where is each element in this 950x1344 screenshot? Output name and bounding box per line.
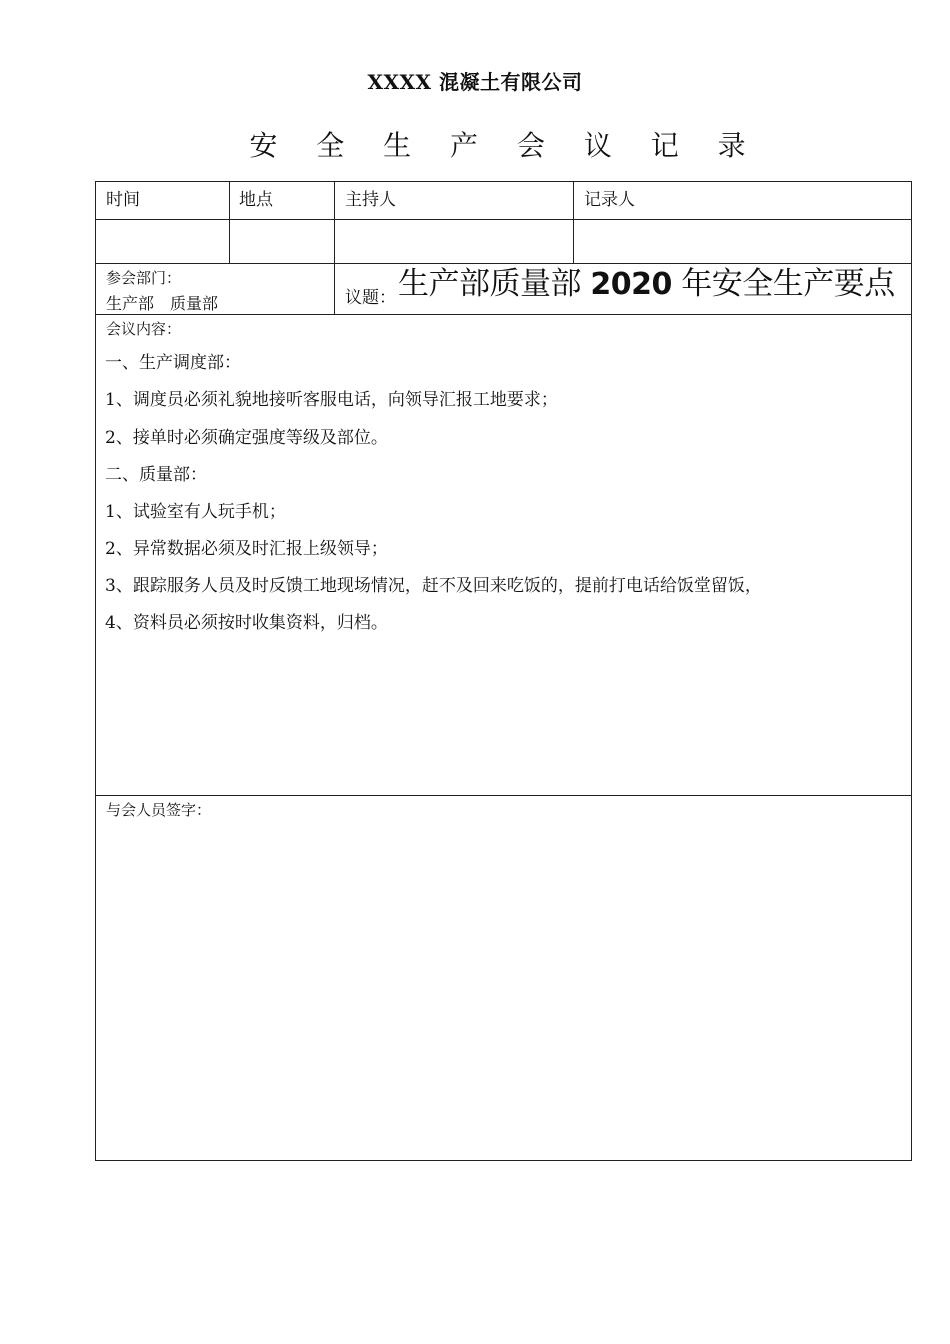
time-value-cell[interactable] (96, 220, 229, 263)
content-line: 一、生产调度部： (105, 353, 241, 373)
content-line: 二、质量部： (105, 465, 207, 485)
table-line-topic (95, 314, 912, 315)
host-value-cell[interactable] (335, 220, 573, 263)
attending-departments-value: 生产部 质量部 (106, 294, 219, 313)
table-line-content (95, 795, 912, 796)
header-time: 时间 (106, 190, 140, 210)
topic-value (398, 258, 895, 303)
content-line: 3、跟踪服务人员及时反馈工地现场情况，赶不及回来吃饭的，提前打电话给饭堂留饭， (105, 576, 762, 596)
header-recorder: 记录人 (584, 190, 635, 210)
topic-label: 议题： (345, 288, 396, 308)
company-name: XXXX 混凝土有限公司 (367, 70, 583, 94)
document-title: 安 全 生 产 会 议 记 录 (249, 129, 761, 162)
content-line: 4、资料员必须按时收集资料，归档。 (105, 613, 388, 633)
place-value-cell[interactable] (230, 220, 334, 263)
topic-text-part2: 年安全生产要点 (671, 266, 895, 302)
topic-year: 2020 (590, 267, 672, 302)
table-border-top (95, 181, 912, 182)
meeting-content-label: 会议内容： (106, 320, 182, 338)
table-border-right (911, 181, 912, 1161)
signature-area[interactable] (96, 822, 911, 1159)
content-line: 1、调度员必须礼貌地接听客服电话，向领导汇报工地要求； (105, 390, 558, 410)
content-line: 1、试验室有人玩手机； (105, 502, 286, 522)
table-border-bottom (95, 1160, 912, 1161)
recorder-value-cell[interactable] (574, 220, 911, 263)
attending-departments-label: 参会部门： (106, 269, 182, 287)
signature-label: 与会人员签字： (106, 801, 212, 819)
content-line: 2、异常数据必须及时汇报上级领导； (105, 539, 388, 559)
content-line: 2、接单时必须确定强度等级及部位。 (105, 428, 388, 448)
header-place: 地点 (239, 190, 273, 210)
header-host: 主持人 (345, 190, 396, 210)
topic-text-part1: 生产部质量部 (398, 266, 591, 302)
